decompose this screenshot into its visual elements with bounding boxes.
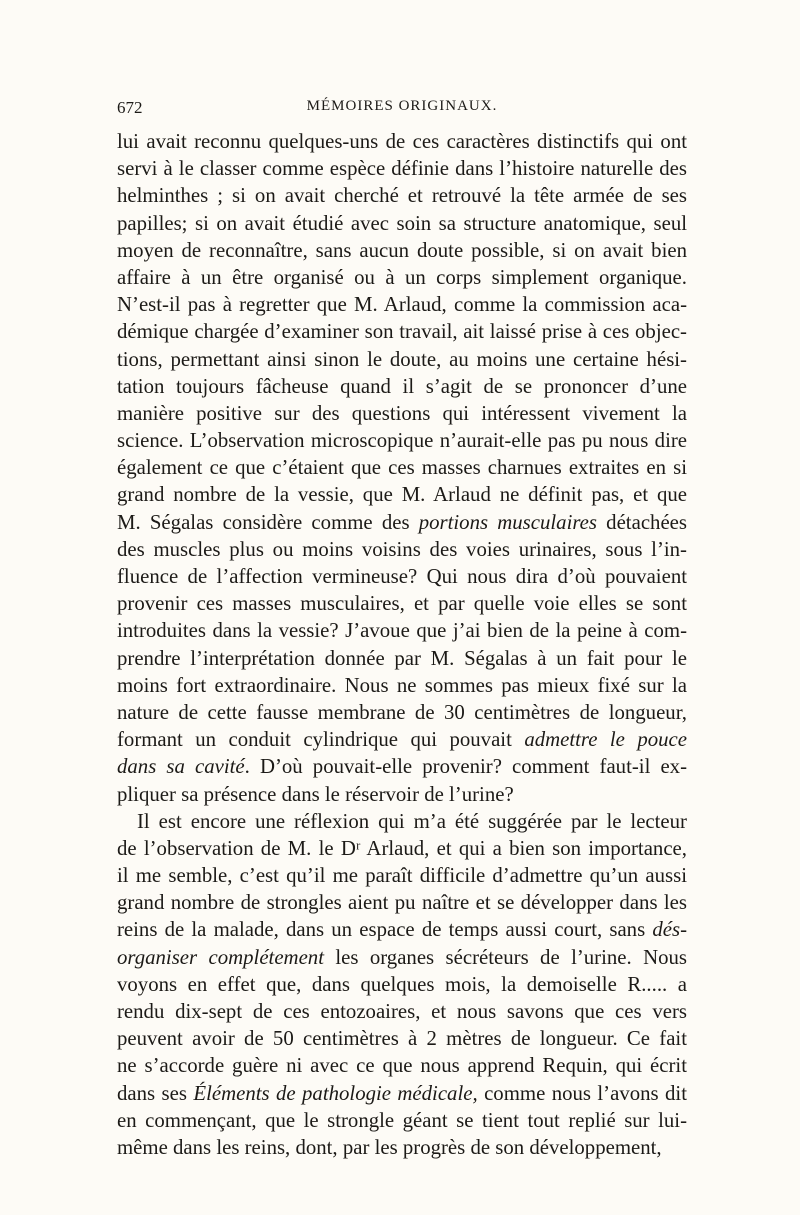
text-line bbox=[117, 563, 687, 590]
text-run: tions, permettant ainsi sinon le doute, au moins une certaine hési- bbox=[117, 347, 687, 371]
text-line bbox=[117, 454, 687, 481]
text-run: moyen de reconnaître, sans aucun doute possible, si on avait bien bbox=[117, 238, 687, 262]
text-line bbox=[117, 590, 687, 617]
text-line bbox=[117, 1052, 687, 1079]
text-run: comme nous l’avons dit bbox=[477, 1081, 687, 1105]
text-run: lui avait reconnu quelques-uns de ces caractères distinctifs qui ont bbox=[117, 130, 687, 153]
text-run: science. L’observation microscopique n’aurait-elle pas pu nous dire bbox=[117, 429, 687, 453]
text-line bbox=[117, 182, 687, 209]
text-line bbox=[117, 536, 687, 563]
text-line bbox=[117, 1025, 687, 1052]
text-line bbox=[117, 346, 687, 373]
text-line bbox=[117, 726, 687, 753]
text-run: moins fort extraordinaire. Nous ne sommes pas mieux fixé sur la bbox=[117, 673, 687, 697]
text-line bbox=[117, 264, 687, 291]
text-run: Il est encore une réflexion qui m’a été suggérée par le lecteur bbox=[137, 809, 687, 833]
text-line bbox=[117, 889, 687, 916]
text-line bbox=[117, 509, 687, 536]
text-line bbox=[117, 318, 687, 345]
text-run: manière positive sur des questions qui intéressent vivement la bbox=[117, 401, 687, 425]
text-line bbox=[117, 373, 687, 400]
italic-text: dés- bbox=[652, 918, 687, 942]
text-run: les organes sécréteurs de l’urine. Nous bbox=[323, 945, 687, 969]
italic-text: portions musculaires bbox=[418, 510, 597, 534]
text-line bbox=[117, 835, 687, 862]
text-run: papilles; si on avait étudié avec soin sa structure anatomique, seul bbox=[117, 211, 687, 235]
text-run: . D’où pouvait-elle provenir? comment faut-il ex- bbox=[244, 755, 688, 779]
text-line bbox=[117, 645, 687, 672]
text-line bbox=[117, 808, 687, 835]
text-line bbox=[117, 237, 687, 264]
text-line bbox=[117, 155, 687, 182]
text-line bbox=[117, 1107, 687, 1134]
text-line bbox=[117, 998, 687, 1025]
text-line bbox=[117, 781, 687, 808]
text-line bbox=[117, 916, 687, 943]
running-head: MÉMOIRES ORIGINAUX. bbox=[306, 98, 498, 114]
text-line bbox=[117, 971, 687, 998]
text-run: prendre l’interprétation donnée par M. Ségalas à un fait pour le bbox=[117, 646, 687, 670]
text-line bbox=[117, 210, 687, 237]
text-run: affaire à un être organisé ou à un corps simplement organique. bbox=[117, 265, 687, 289]
italic-text: Éléments de pathologie médicale, bbox=[193, 1081, 478, 1105]
text-run: servi à le classer comme espèce définie dans l’histoire naturelle des bbox=[117, 157, 687, 181]
text-run: des muscles plus ou moins voisins des voies urinaires, sous l’in- bbox=[117, 537, 687, 561]
italic-text: dans sa cavité bbox=[117, 755, 245, 779]
text-run: il me semble, c’est qu’il me paraît difficile d’admettre qu’un aussi bbox=[117, 864, 687, 888]
text-run: peuvent avoir de 50 centimètres à 2 mètres de longueur. Ce fait bbox=[117, 1027, 687, 1051]
text-line bbox=[117, 753, 687, 780]
text-run: détachées bbox=[597, 510, 687, 534]
text-line bbox=[117, 699, 687, 726]
text-run: helminthes ; si on avait cherché et retrouvé la tête armée de ses bbox=[117, 184, 687, 208]
text-run: grand nombre de la vessie, que M. Arlaud ne définit pas, et que bbox=[117, 483, 687, 507]
page-number: 672 bbox=[117, 98, 143, 117]
text-run: grand nombre de strongles aient pu naître et se développer dans les bbox=[117, 891, 687, 915]
text-line bbox=[117, 400, 687, 427]
text-run: M. Ségalas considère comme des bbox=[117, 510, 419, 534]
text-run: ne s’accorde guère ni avec ce que nous apprend Requin, qui écrit bbox=[117, 1054, 687, 1078]
text-line bbox=[117, 944, 687, 971]
text-run: pliquer sa présence dans le réservoir de l’urine? bbox=[117, 782, 514, 806]
page-header bbox=[117, 98, 687, 122]
text-run: nature de cette fausse membrane de 30 centimètres de longueur, bbox=[117, 700, 687, 724]
text-run: également ce que c’étaient que ces masses charnues extraites en si bbox=[117, 456, 687, 480]
text-run: rendu dix-sept de ces entozoaires, et nous savons que ces vers bbox=[117, 1000, 687, 1023]
text-line bbox=[117, 481, 687, 508]
text-line bbox=[117, 672, 687, 699]
italic-text: organiser complétement bbox=[117, 945, 324, 969]
text-run: tation toujours fâcheuse quand il s’agit de se prononcer d’une bbox=[117, 374, 687, 398]
text-run: reins de la malade, dans un espace de temps aussi court, sans bbox=[117, 918, 653, 942]
text-run: introduites dans la vessie? J’avoue que j’ai bien de la peine à com- bbox=[117, 619, 687, 643]
text-line bbox=[117, 291, 687, 318]
text-run: provenir ces masses musculaires, et par quelle voie elles se sont bbox=[117, 592, 687, 616]
text-run: dans ses bbox=[117, 1081, 194, 1105]
text-line bbox=[117, 617, 687, 644]
text-run: démique chargée d’examiner son travail, ait laissé prise à ces objec- bbox=[117, 320, 687, 344]
text-run: de l’observation de M. le Dʳ Arlaud, et qui a bien son importance, bbox=[117, 836, 687, 860]
text-run: même dans les reins, dont, par les progrès de son développement, bbox=[117, 1135, 662, 1159]
text-run: voyons en effet que, dans quelques mois, la demoiselle R..... a bbox=[117, 972, 687, 996]
text-line bbox=[117, 862, 687, 889]
text-run: fluence de l’affection vermineuse? Qui nous dira d’où pouvaient bbox=[117, 565, 687, 588]
text-line bbox=[117, 427, 687, 454]
text-run: en commençant, que le strongle géant se tient tout replié sur lui- bbox=[117, 1108, 687, 1132]
italic-text: admettre le pouce bbox=[524, 728, 688, 752]
text-line bbox=[117, 128, 687, 155]
text-line bbox=[117, 1080, 687, 1107]
text-line bbox=[117, 1134, 687, 1161]
body-text bbox=[117, 128, 687, 1161]
text-run: N’est-il pas à regretter que M. Arlaud, comme la commission aca- bbox=[117, 293, 687, 317]
text-run: formant un conduit cylindrique qui pouvait bbox=[117, 728, 525, 752]
